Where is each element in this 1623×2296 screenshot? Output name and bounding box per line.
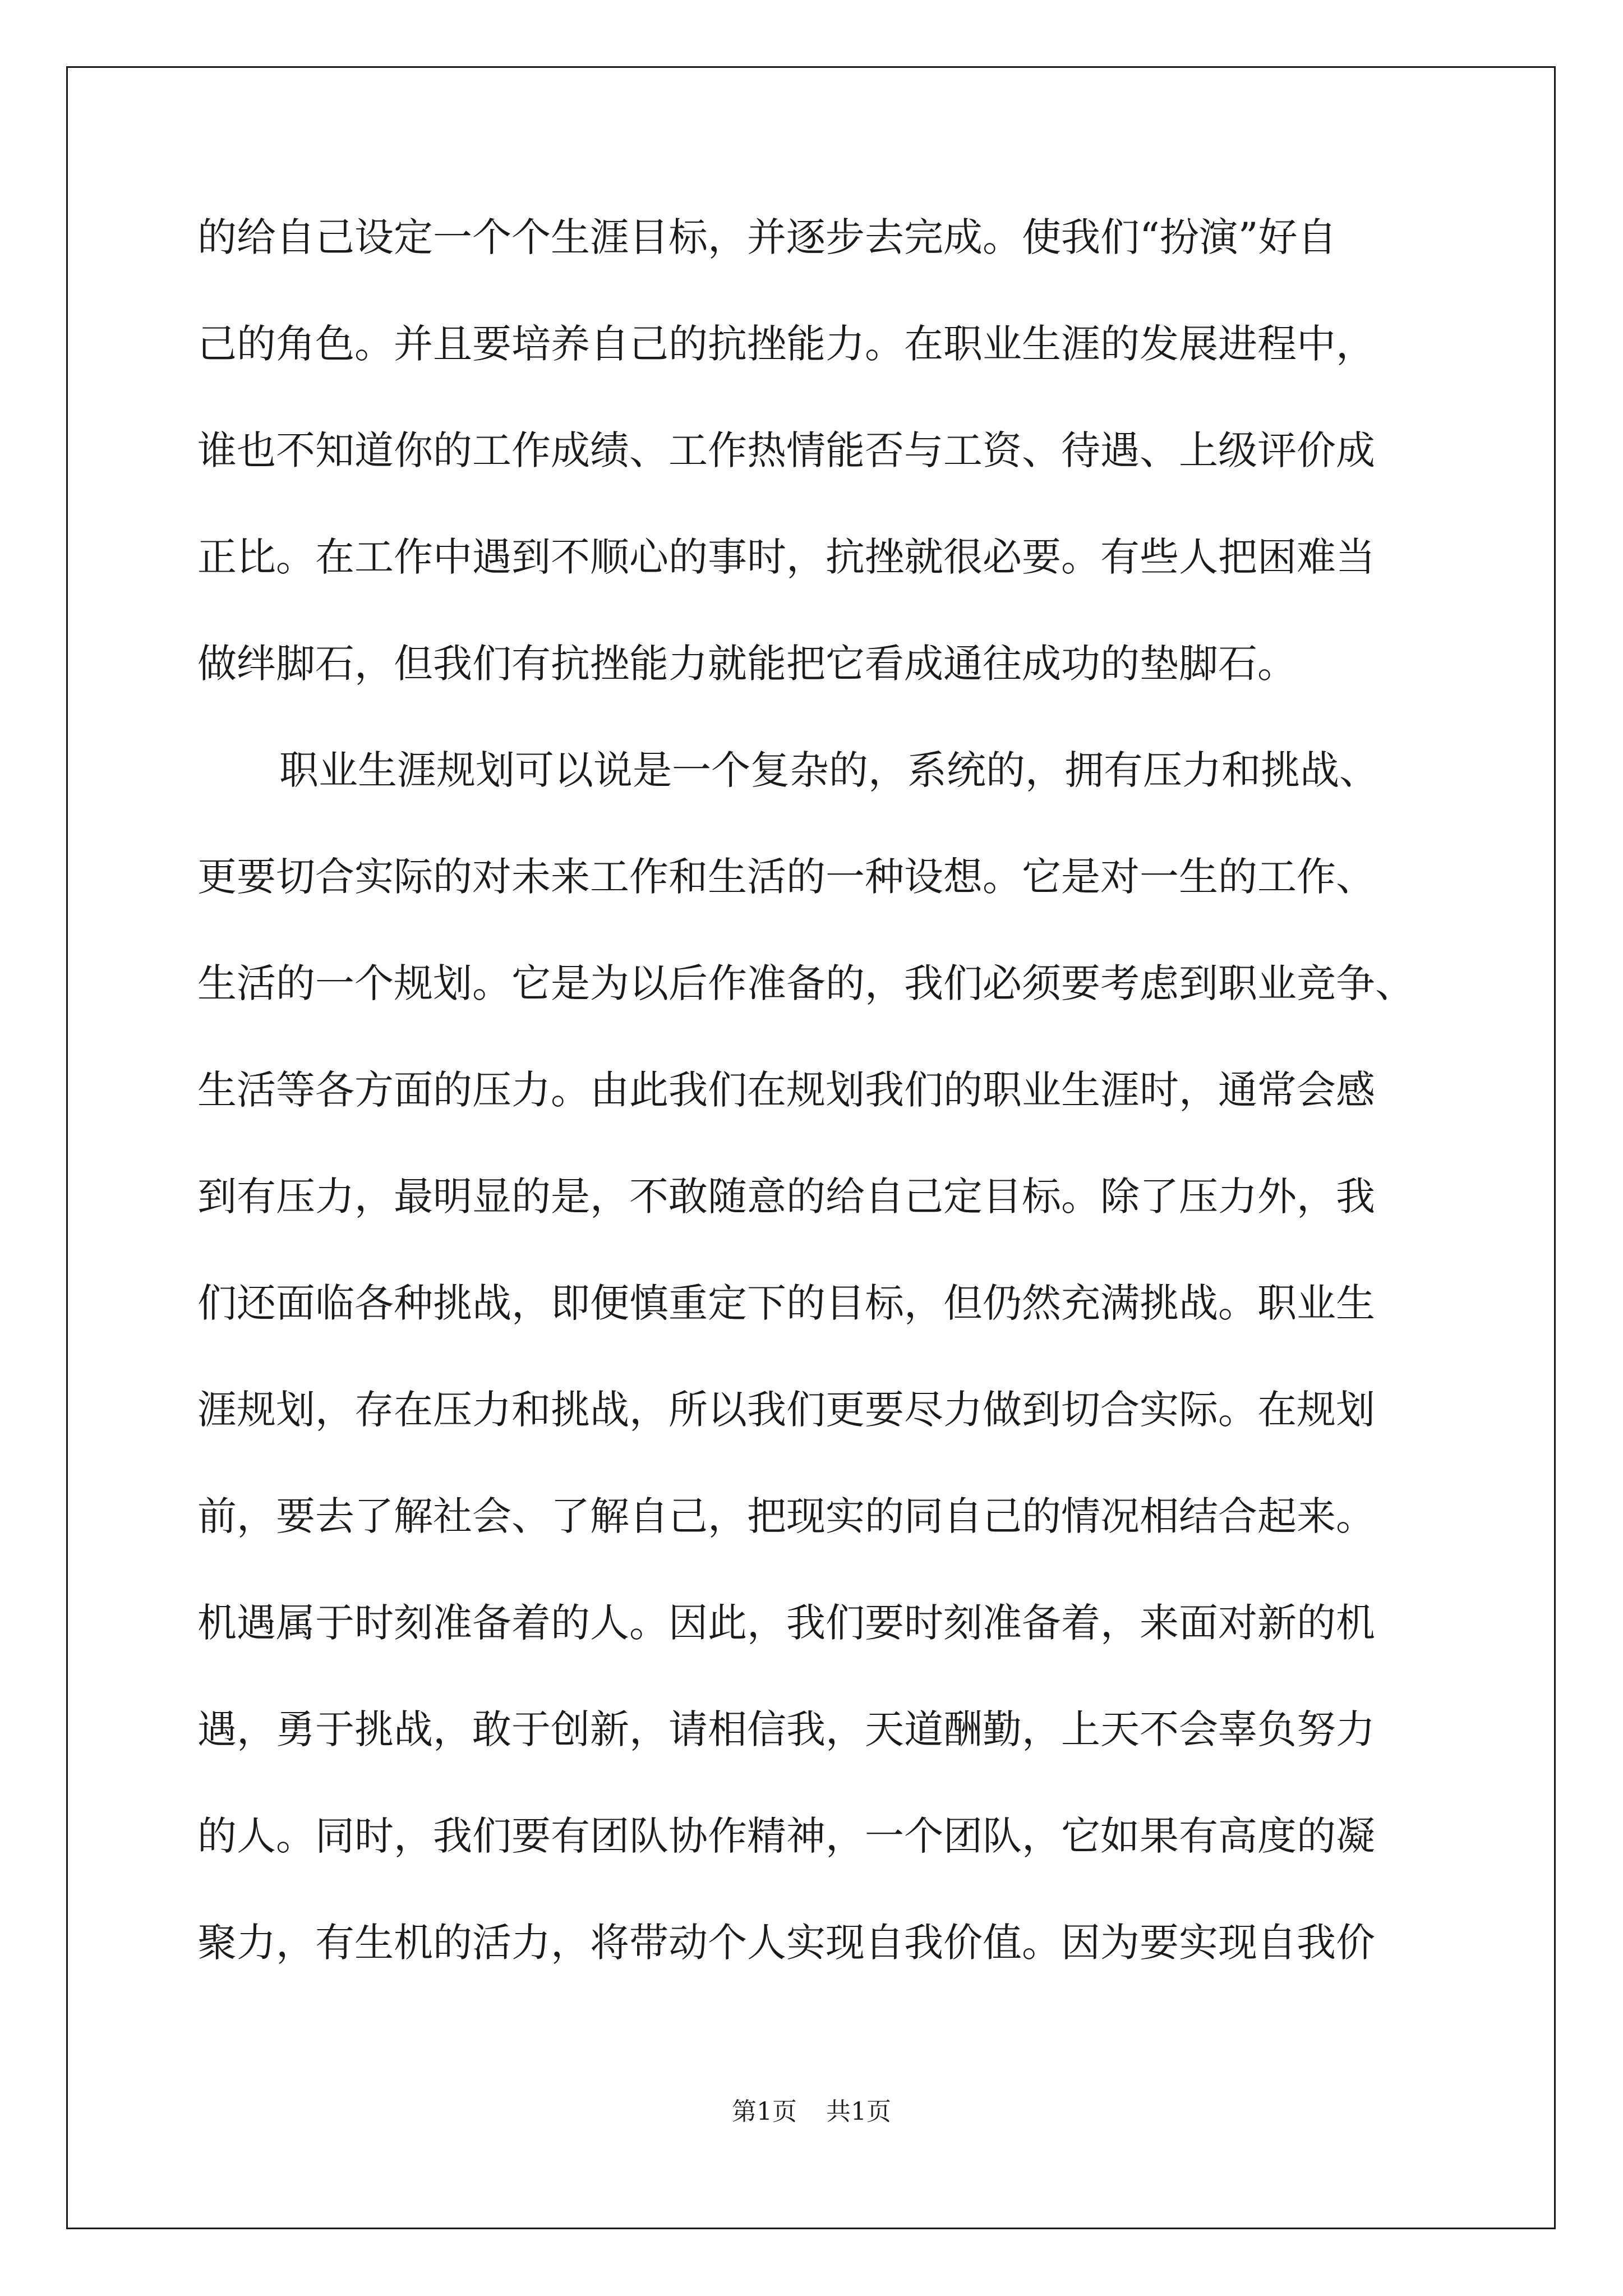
paragraph-1	[197, 214, 1454, 751]
page-total: 共1页	[826, 2097, 891, 2126]
page-number: 第1页	[732, 2097, 797, 2126]
text-line: 前，要去了解社会、了解自己，把现实的同自己的情况相结合起来。	[197, 1493, 1375, 1539]
text-line: 己的角色。并且要培养自己的抗挫能力。在职业生涯的发展进程中，	[197, 321, 1375, 367]
document-body	[197, 214, 1454, 2030]
page-footer	[0, 2098, 1623, 2126]
paragraph-2	[197, 747, 1454, 2030]
text-line: 职业生涯规划可以说是一个复杂的，系统的，拥有压力和挑战、	[279, 747, 1378, 793]
text-line: 做绊脚石，但我们有抗挫能力就能把它看成通往成功的垫脚石。	[197, 641, 1297, 687]
text-line: 生活的一个规划。它是为以后作准备的，我们必须要考虑到职业竞争、	[197, 960, 1414, 1006]
text-line: 生活等各方面的压力。由此我们在规划我们的职业生涯时，通常会感	[197, 1067, 1375, 1113]
text-line: 涯规划，存在压力和挑战，所以我们更要尽力做到切合实际。在规划	[197, 1387, 1375, 1433]
text-line: 聚力，有生机的活力，将带动个人实现自我价值。因为要实现自我价	[197, 1920, 1375, 1966]
text-line: 正比。在工作中遇到不顺心的事时，抗挫就很必要。有些人把困难当	[197, 534, 1375, 580]
text-line: 到有压力，最明显的是，不敢随意的给自己定目标。除了压力外，我	[197, 1174, 1375, 1220]
text-line: 更要切合实际的对未来工作和生活的一种设想。它是对一生的工作、	[197, 854, 1375, 900]
text-line: 的人。同时，我们要有团队协作精神，一个团队，它如果有高度的凝	[197, 1813, 1375, 1859]
text-line: 的给自己设定一个个生涯目标，并逐步去完成。使我们“扮演”好自	[197, 214, 1337, 260]
text-line: 遇，勇于挑战，敢于创新，请相信我，天道酬勤，上天不会辜负努力	[197, 1706, 1375, 1752]
text-line: 们还面临各种挑战，即便慎重定下的目标，但仍然充满挑战。职业生	[197, 1280, 1375, 1326]
text-line: 机遇属于时刻准备着的人。因此，我们要时刻准备着，来面对新的机	[197, 1600, 1375, 1646]
text-line: 谁也不知道你的工作成绩、工作热情能否与工资、待遇、上级评价成	[197, 427, 1375, 473]
